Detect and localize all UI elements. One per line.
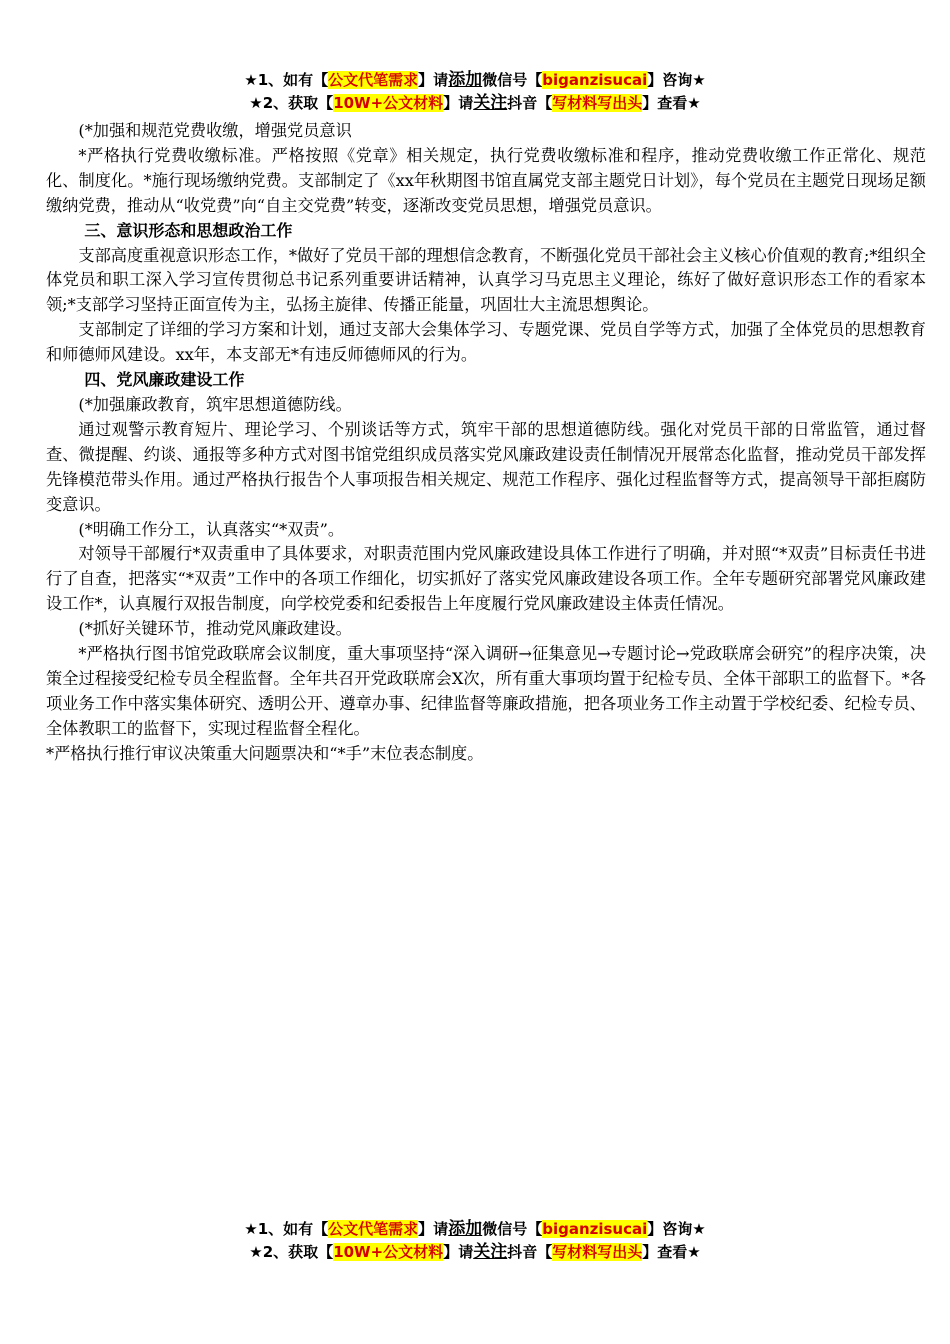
banner-emphasis: 关注 xyxy=(473,93,508,113)
document-body xyxy=(46,119,926,767)
body-paragraph: 通过观警示教育短片、理论学习、个别谈话等方式，筑牢干部的思想道德防线。强化对党员干部的日常监管，通过督查、微提醒、约谈、通报等多种方式对图书馆党组织成员落实党风廉政建设责任制情况开展常态化监督，推动党员干部发挥先锋模范带头作用。通过严格执行报告个人事项报告相关规定、规范工作程序、强化过程监督等方式，提高领导干部拒腐防变意识。 xyxy=(46,419,926,514)
body-paragraph: 支部高度重视意识形态工作，*做好了党员干部的理想信念教育，不断强化党员干部社会主义核心价值观的教育;*组织全体党员和职工深入学习宣传贯彻总书记系列重要讲话精神，认真学习马克思主义理论，练好了做好意识形态工作的看家本领;*支部学习坚持正面宣传为主，弘扬主旋律、传播正能量，巩固壮大主流思想舆论。 xyxy=(46,245,926,315)
banner-wechat-id: biganzisucai xyxy=(542,71,648,89)
body-paragraph: *严格执行党费收缴标准。严格按照《党章》相关规定，执行党费收缴标准和程序，推动党费收缴工作正常化、规范化、制度化。*施行现场缴纳党费。支部制定了《xx年秋期图书馆直属党支部主题党日计划》，每个党员在主题党日现场足额缴纳党费，推动从“收党费”向“自主交党费”转变，逐渐改变党员思想，增强党员意识。 xyxy=(46,145,926,215)
subheading-paragraph: (*加强廉政教育，筑牢思想道德防线。 xyxy=(78,394,352,414)
section-heading: 四、党风廉政建设工作 xyxy=(84,370,245,390)
banner-line-1 xyxy=(0,69,950,92)
banner-text: 】咨询★ xyxy=(647,71,706,89)
banner-highlight: 10W+公文材料 xyxy=(333,94,444,112)
banner-line-2 xyxy=(0,1241,950,1264)
section-heading: 三、意识形态和思想政治工作 xyxy=(84,220,293,240)
top-banner xyxy=(0,69,950,115)
banner-text: 抖音【 xyxy=(507,94,553,112)
body-paragraph: 对领导干部履行*双责重申了具体要求，对职责范围内党风廉政建设具体工作进行了明确，并对照“*双责”目标责任书进行了自查，把落实“*双责”工作中的各项工作细化，切实抓好了落实党风廉政建设各项工作。全年专题研究部署党风廉政建设工作*，认真履行双报告制度，向学校党委和纪委报告上年度履行党风廉政建设主体责任情况。 xyxy=(46,544,926,614)
banner-line-2 xyxy=(0,92,950,115)
banner-text: 微信号【 xyxy=(482,71,543,89)
banner-text: 抖音【 xyxy=(507,1243,553,1261)
banner-text: ★1、如有【 xyxy=(244,1220,329,1238)
subheading-paragraph: (*加强和规范党费收缴，增强党员意识 xyxy=(78,121,352,140)
banner-highlight: 公文代笔需求 xyxy=(328,1220,419,1238)
subheading-paragraph: (*明确工作分工，认真落实“*双责”。 xyxy=(78,519,345,539)
bottom-banner xyxy=(0,1218,950,1264)
banner-text: 】请 xyxy=(443,1243,474,1261)
body-paragraph: *严格执行推行审议决策重大问题票决和“*手”末位表态制度。 xyxy=(46,743,484,763)
banner-emphasis: 添加 xyxy=(448,1219,483,1239)
banner-text: 】请 xyxy=(443,94,474,112)
banner-emphasis: 添加 xyxy=(448,70,483,90)
banner-text: 】查看★ xyxy=(642,1243,701,1261)
banner-emphasis: 关注 xyxy=(473,1242,508,1262)
banner-text: 】请 xyxy=(418,71,449,89)
banner-text: 】请 xyxy=(418,1220,449,1238)
banner-highlight: 公文代笔需求 xyxy=(328,71,419,89)
banner-highlight: 写材料写出头 xyxy=(552,1243,643,1261)
banner-text: ★2、获取【 xyxy=(249,94,334,112)
banner-wechat-id: biganzisucai xyxy=(542,1220,648,1238)
banner-line-1 xyxy=(0,1218,950,1241)
body-paragraph: 支部制定了详细的学习方案和计划，通过支部大会集体学习、专题党课、党员自学等方式，加强了全体党员的思想教育和师德师风建设。xx年，本支部无*有违反师德师风的行为。 xyxy=(46,320,926,365)
banner-text: ★2、获取【 xyxy=(249,1243,334,1261)
banner-highlight: 10W+公文材料 xyxy=(333,1243,444,1261)
banner-highlight: 写材料写出头 xyxy=(552,94,643,112)
banner-text: 】查看★ xyxy=(642,94,701,112)
banner-text: 】咨询★ xyxy=(647,1220,706,1238)
body-paragraph: *严格执行图书馆党政联席会议制度，重大事项坚持“深入调研→征集意见→专题讨论→党政联席会研究”的程序决策，决策全过程接受纪检专员全程监督。全年共召开党政联席会Ⅹ次，所有重大事项均置于纪检专员、全体干部职工的监督下。*各项业务工作中落实集体研究、透明公开、遵章办事、纪律监督等廉政措施，把各项业务工作主动置于学校纪委、纪检专员、全体教职工的监督下，实现过程监督全程化。 xyxy=(46,644,926,738)
banner-text: ★1、如有【 xyxy=(244,71,329,89)
banner-text: 微信号【 xyxy=(482,1220,543,1238)
subheading-paragraph: (*抓好关键环节，推动党风廉政建设。 xyxy=(78,619,352,639)
